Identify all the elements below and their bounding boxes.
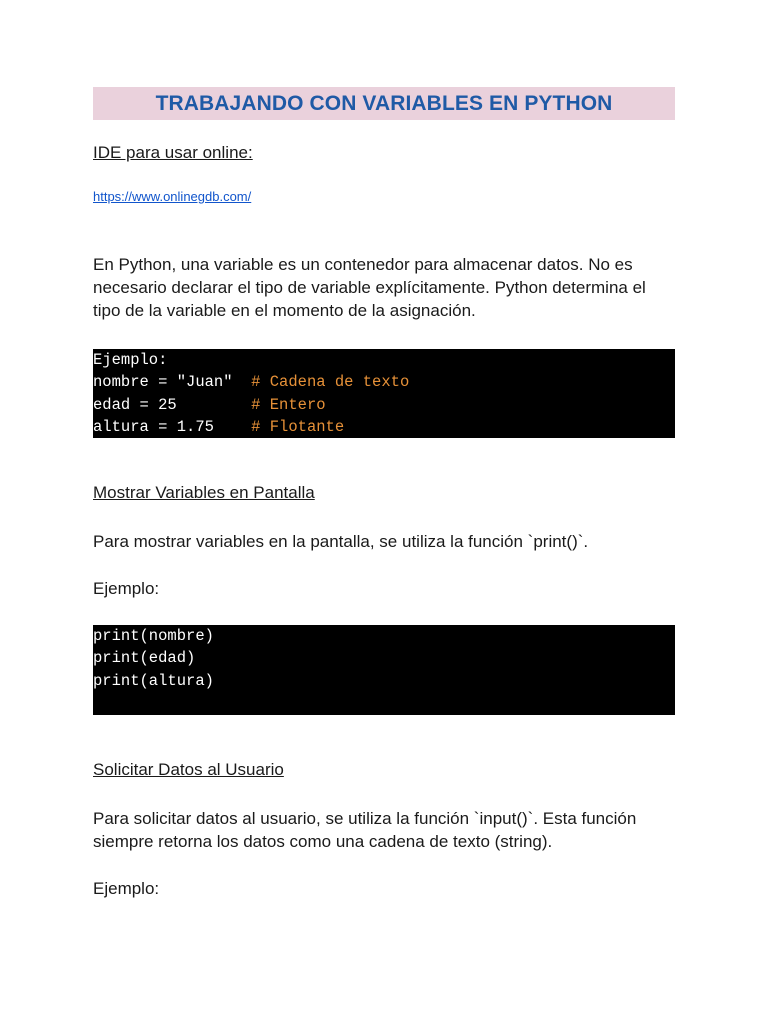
code-text: edad = 25 — [93, 395, 252, 414]
page-title: TRABAJANDO CON VARIABLES EN PYTHON — [155, 91, 613, 115]
code-line — [93, 371, 675, 393]
code-text: altura = 1.75 — [93, 417, 252, 436]
display-example-label: Ejemplo: — [93, 579, 160, 598]
code-line: print(edad) — [93, 649, 196, 668]
code-text: nombre = "Juan" — [93, 373, 252, 392]
code-comment: # Entero — [251, 395, 326, 414]
code-line: print(nombre) — [93, 627, 214, 645]
code-block-variables — [93, 349, 675, 438]
title-banner — [93, 87, 675, 120]
input-example-label: Ejemplo: — [93, 879, 160, 898]
code-text: Ejemplo: — [93, 351, 168, 369]
code-comment: # Flotante — [251, 417, 345, 436]
intro-paragraph: En Python, una variable es un contenedor para almacenar datos. No es necesario declarar el tipo de variable explícitamente. Python determina el tipo de la variable en el momento de la asignación. — [93, 255, 646, 320]
display-section-paragraph: Para mostrar variables en la pantalla, se utiliza la función `print()`. — [93, 532, 589, 551]
onlinegdb-link[interactable]: https://www.onlinegdb.com/ — [93, 189, 252, 204]
code-line — [93, 416, 675, 438]
code-line — [93, 349, 675, 371]
code-block-print — [93, 625, 675, 715]
input-section-heading: Solicitar Datos al Usuario — [93, 760, 284, 779]
display-section-heading: Mostrar Variables en Pantalla — [93, 483, 315, 502]
code-line: print(altura) — [93, 671, 214, 690]
input-section-paragraph: Para solicitar datos al usuario, se utiliza la función `input()`. Esta función siempre retorna los datos como una cadena de texto (string). — [93, 809, 637, 851]
ide-heading: IDE para usar online: — [93, 143, 253, 162]
code-comment: # Cadena de texto — [251, 373, 410, 392]
code-line — [93, 394, 675, 416]
